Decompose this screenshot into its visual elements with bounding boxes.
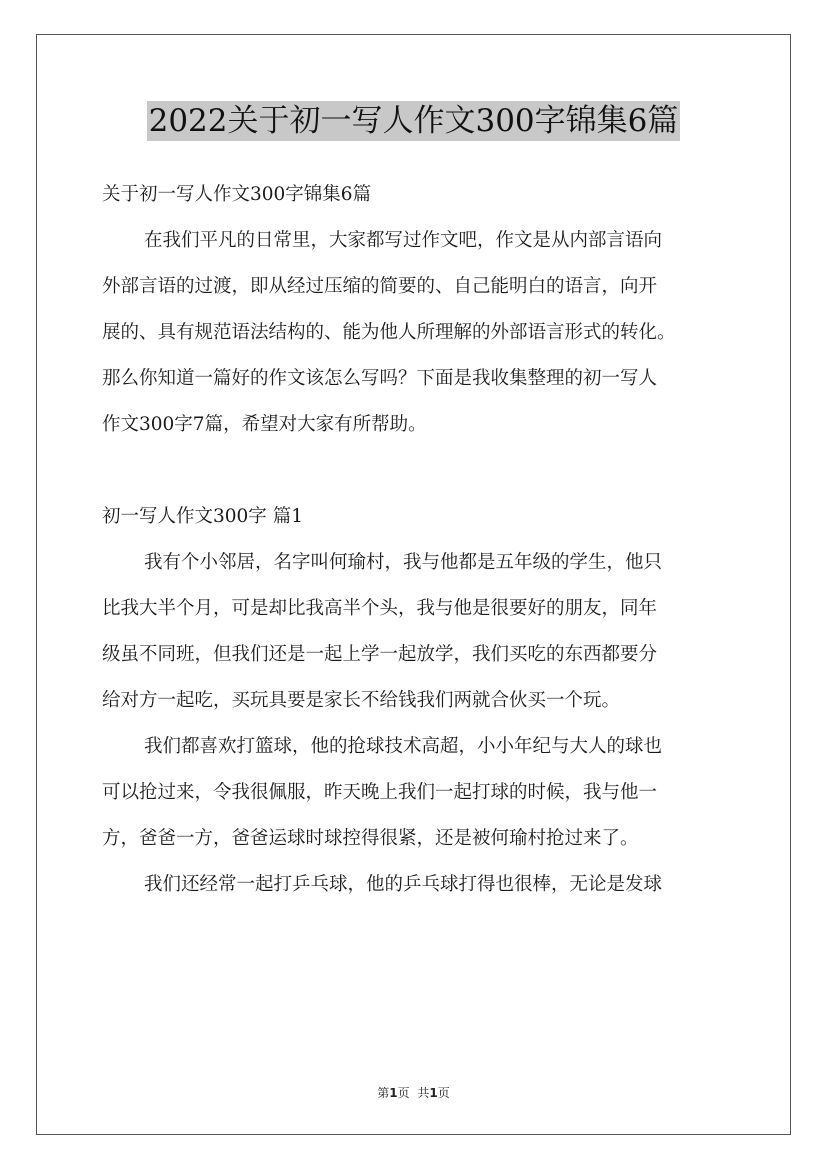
total-label-suffix: 页	[437, 1086, 450, 1100]
page-label-suffix: 页	[397, 1086, 410, 1100]
document-body	[102, 172, 742, 908]
document-subtitle: 关于初一写人作文300字锦集6篇	[102, 184, 372, 205]
paragraph-line: 我有个小邻居，名字叫何瑜村，我与他都是五年级的学生，他只	[144, 552, 663, 573]
paragraph-line: 比我大半个月，可是却比我高半个头，我与他是很要好的朋友，同年	[102, 598, 658, 619]
paragraph-line: 方，爸爸一方，爸爸运球时球控得很紧，还是被何瑜村抢过来了。	[102, 828, 639, 849]
intro-line: 外部言语的过渡，即从经过压缩的简要的、自己能明白的语言，向开	[102, 276, 658, 297]
paragraph-line: 级虽不同班，但我们还是一起上学一起放学，我们买吃的东西都要分	[102, 644, 658, 665]
section-heading: 初一写人作文300字 篇1	[102, 506, 303, 527]
title-container	[0, 101, 827, 141]
total-label-prefix: 共	[417, 1086, 430, 1100]
total-pages: 1	[429, 1086, 438, 1100]
intro-line: 在我们平凡的日常里，大家都写过作文吧，作文是从内部言语向	[144, 230, 663, 251]
document-title: 2022关于初一写人作文300字锦集6篇	[148, 103, 679, 139]
intro-line: 作文300字7篇，希望对大家有所帮助。	[102, 414, 427, 435]
paragraph-line: 我们还经常一起打乒乓球，他的乒乓球打得也很棒，无论是发球	[144, 874, 663, 895]
page-footer	[0, 1084, 827, 1101]
intro-line: 那么你知道一篇好的作文该怎么写吗？下面是我收集整理的初一写人	[102, 368, 658, 389]
paragraph-line: 我们都喜欢打篮球，他的抢球技术高超，小小年纪与大人的球也	[144, 736, 663, 757]
page-label-prefix: 第	[377, 1086, 390, 1100]
intro-line: 展的、具有规范语法结构的、能为他人所理解的外部语言形式的转化。	[102, 322, 676, 343]
page-number: 1	[389, 1086, 398, 1100]
paragraph-line: 可以抢过来，令我很佩服，昨天晚上我们一起打球的时候，我与他一	[102, 782, 658, 803]
paragraph-line: 给对方一起吃，买玩具要是家长不给钱我们两就合伙买一个玩。	[102, 690, 621, 711]
